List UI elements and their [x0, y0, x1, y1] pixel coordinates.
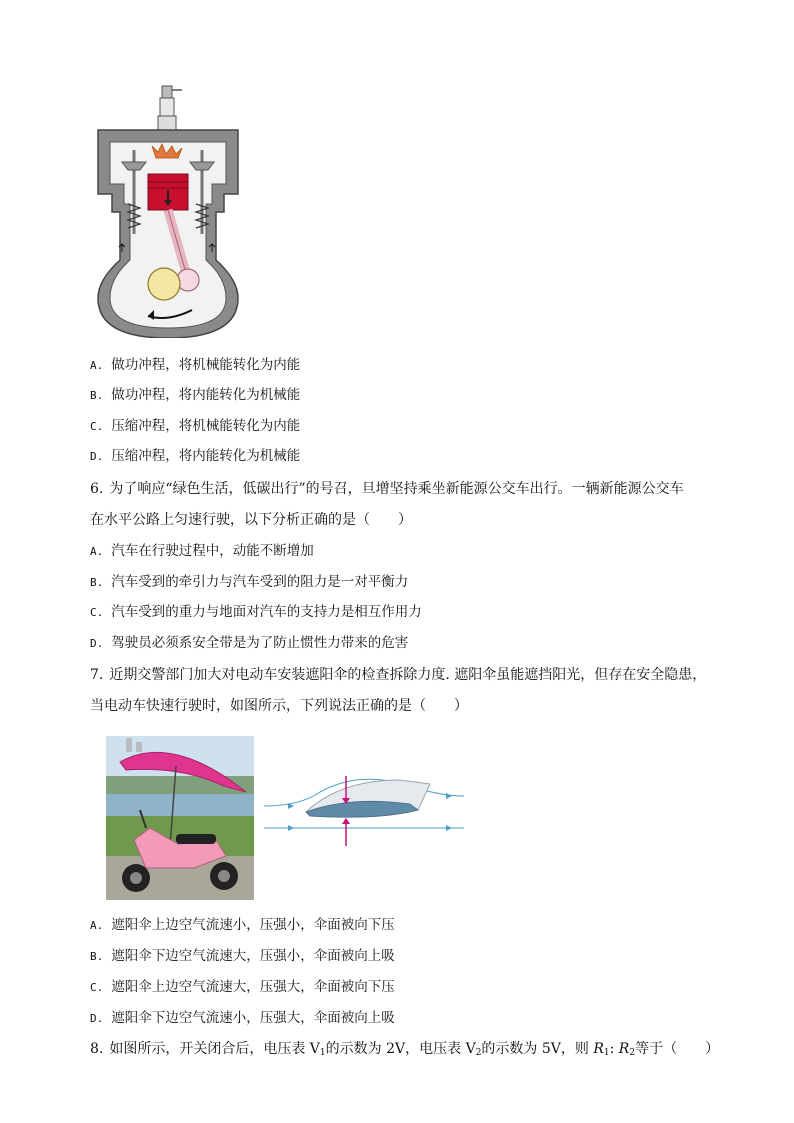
option-label: D.: [90, 637, 104, 650]
question-text: 为了响应“绿色生活，低碳出行”的号召，旦增坚持乘坐新能源公交车出行。一辆新能源公交车: [109, 481, 684, 497]
subscript: 2: [475, 1048, 482, 1058]
q6-stem-line1: [90, 479, 684, 499]
airflow-umbrella-diagram: [260, 766, 468, 848]
q7-option-c: [90, 977, 395, 998]
q6-option-d: [90, 633, 408, 654]
question-text: 的示数为 2V，电压表 V: [325, 1041, 476, 1057]
option-text: 遮阳伞下边空气流速小，压强大，伞面被向上吸: [111, 1010, 395, 1026]
question-text: 的示数为 5V，则: [481, 1041, 594, 1057]
option-text: 汽车在行驶过程中，动能不断增加: [111, 543, 314, 559]
option-text: 压缩冲程，将机械能转化为内能: [111, 418, 301, 434]
question-text: 在水平公路上匀速行驶，以下分析正确的是（ ）: [90, 512, 412, 528]
option-text: 遮阳伞上边空气流速小，压强小，伞面被向下压: [111, 917, 395, 933]
q7-stem-line1: [90, 665, 706, 685]
option-label: D.: [90, 450, 104, 463]
q6-option-b: [90, 572, 408, 593]
q6-option-a: [90, 541, 314, 562]
question-number: 7.: [90, 667, 104, 683]
option-text: 做功冲程，将内能转化为机械能: [111, 387, 301, 403]
scooter-umbrella-photo: [106, 736, 254, 900]
ratio-colon: :: [609, 1041, 619, 1057]
q7-option-a: [90, 915, 395, 936]
variable-r2: R: [618, 1041, 630, 1057]
subscript: 1: [319, 1048, 326, 1058]
option-label: B.: [90, 950, 104, 963]
option-text: 压缩冲程，将内能转化为机械能: [111, 448, 301, 464]
question-text: 等于（ ）: [635, 1041, 720, 1057]
option-label: A.: [90, 545, 104, 558]
subscript: 2: [629, 1048, 636, 1058]
option-label: C.: [90, 981, 104, 994]
option-label: D.: [90, 1012, 104, 1025]
question-text: 近期交警部门加大对电动车安装遮阳伞的检查拆除力度. 遮阳伞虽能遮挡阳光，但存在安全隐患，: [109, 667, 707, 683]
option-label: B.: [90, 576, 104, 589]
q6-option-c: [90, 602, 422, 623]
option-label: C.: [90, 606, 104, 619]
option-label: A.: [90, 919, 104, 932]
q6-stem-line2: [90, 510, 412, 530]
q7-option-d: [90, 1008, 395, 1029]
question-number: 8.: [90, 1041, 104, 1057]
q5-option-d: [90, 446, 300, 467]
option-label: A.: [90, 359, 104, 372]
engine-stroke-figure: [88, 84, 248, 338]
q5-option-a: [90, 355, 300, 376]
option-text: 遮阳伞上边空气流速大，压强大，伞面被向下压: [111, 979, 395, 995]
question-text: 当电动车快速行驶时，如图所示，下列说法正确的是（ ）: [90, 698, 468, 714]
q7-option-b: [90, 946, 395, 967]
question-number: 6.: [90, 481, 104, 497]
option-label: C.: [90, 420, 104, 433]
option-text: 遮阳伞下边空气流速大，压强小，伞面被向上吸: [111, 948, 395, 964]
variable-r1: R: [593, 1041, 604, 1057]
option-text: 做功冲程，将机械能转化为内能: [111, 357, 301, 373]
option-text: 汽车受到的重力与地面对汽车的支持力是相互作用力: [111, 604, 422, 620]
option-label: B.: [90, 389, 104, 402]
question-text: 如图所示，开关闭合后，电压表 V: [109, 1041, 320, 1057]
q5-option-c: [90, 416, 300, 437]
q5-option-b: [90, 385, 300, 406]
option-text: 驾驶员必须系安全带是为了防止惯性力带来的危害: [111, 635, 409, 651]
subscript: 1: [603, 1048, 610, 1058]
q8-stem: [90, 1039, 719, 1063]
q7-stem-line2: [90, 696, 468, 716]
option-text: 汽车受到的牵引力与汽车受到的阻力是一对平衡力: [111, 574, 409, 590]
